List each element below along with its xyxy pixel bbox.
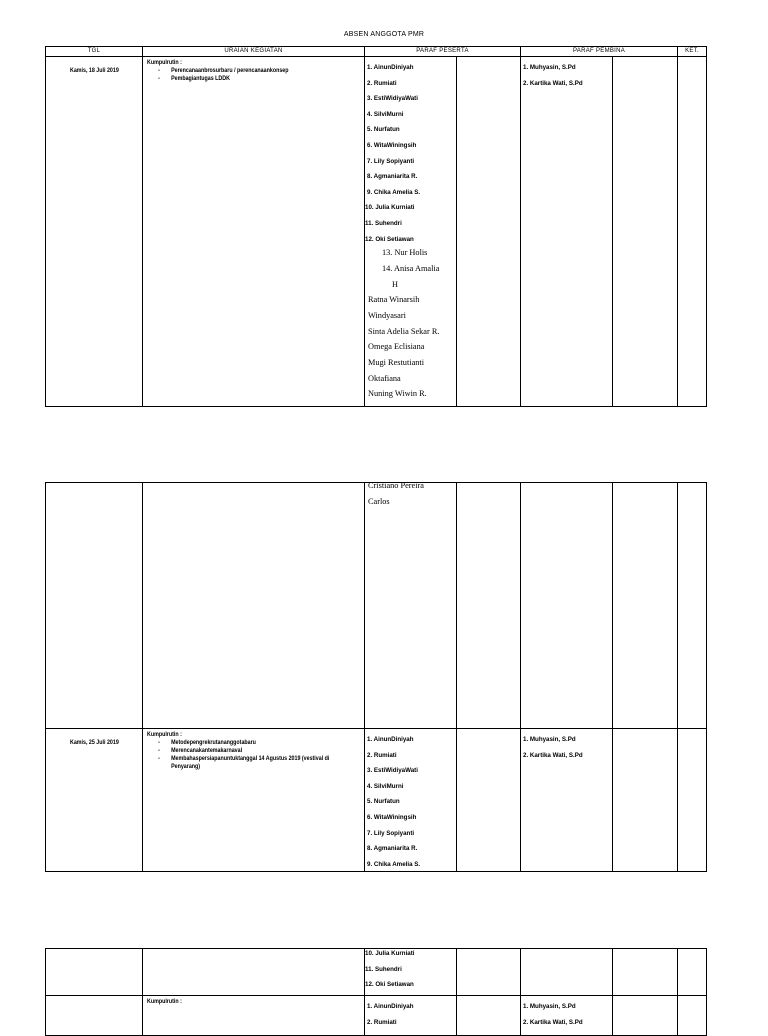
list-item: 1. AinunDiniyah <box>367 736 414 743</box>
list-item: 1. Muhyasin, S.Pd <box>523 64 576 71</box>
activity-title: Kumpulrutin : <box>147 998 182 1005</box>
list-item: 2. Rumiati <box>367 751 397 759</box>
ket-cell <box>678 949 707 996</box>
participant-list <box>365 59 456 246</box>
activity-cell <box>143 949 365 996</box>
header-row <box>46 47 707 57</box>
activity-title: Kumpulrutin : <box>147 59 182 66</box>
date-cell <box>46 996 143 1036</box>
list-item: - Metodepengrekrutananggotabaru <box>158 739 333 747</box>
list-item: 7. Lily Sopiyanti <box>367 829 415 837</box>
list-item: 1. AinunDiniyah <box>367 64 414 71</box>
list-item: 2. Rumiati <box>367 1018 397 1026</box>
header-paraf-pembina: PARAF PEMBINA <box>521 47 678 57</box>
activity-cell <box>143 729 365 872</box>
list-item: 13. Nur Holis <box>382 248 428 258</box>
date-cell <box>46 949 143 996</box>
list-item: Nuning Wiwin R. <box>368 389 427 399</box>
list-item: 1. Muhyasin, S.Pd <box>523 736 576 743</box>
list-item: 2. Kartika Wati, S.Pd <box>523 1018 583 1026</box>
activity-cell <box>143 996 365 1036</box>
list-item: Cristiano Pereira <box>368 481 424 490</box>
list-item: 2. Kartika Wati, S.Pd <box>523 79 583 87</box>
header-uraian: URAIAN KEGIATAN <box>143 47 365 57</box>
list-item: Sinta Adelia Sekar R. <box>368 326 440 336</box>
supervisor-cell <box>521 729 613 872</box>
participant-cell <box>365 57 457 407</box>
list-item: 9. Chika Amelia S. <box>367 188 421 196</box>
list-item: 1. AinunDiniyah <box>367 1003 414 1010</box>
header-tgl: TGL <box>46 47 143 57</box>
activity-cell <box>143 57 365 407</box>
date-cell <box>46 729 143 872</box>
list-item: 11. Suhendri <box>365 219 402 227</box>
attendance-table-page-2 <box>45 482 707 872</box>
list-item: 5. Nurfatun <box>367 798 400 806</box>
list-item: Carlos <box>368 496 390 506</box>
supervisor-signature-cell <box>613 729 678 872</box>
supervisor-cell <box>521 57 613 407</box>
supervisor-list <box>521 998 612 1029</box>
date-cell <box>46 483 143 729</box>
header-paraf-peserta: PARAF PESERTA <box>365 47 521 57</box>
ket-cell <box>678 996 707 1036</box>
list-item: - Membahaspersiapanuntuktanggal 14 Agustus 2019 (vestival di Penyarang) <box>158 755 333 771</box>
list-item: 4. SilviMurni <box>367 110 404 118</box>
participant-list-serif <box>365 479 456 510</box>
attendance-table-page-3 <box>45 948 707 1036</box>
list-item: H <box>392 279 398 289</box>
table-row <box>46 996 707 1036</box>
list-item: 14. Anisa Amalia <box>382 263 440 273</box>
list-item: 2. Rumiati <box>367 79 397 87</box>
ket-cell <box>678 57 707 407</box>
ket-cell <box>678 729 707 872</box>
list-item: 8. Agmaniarita R. <box>367 845 418 853</box>
table-row <box>46 57 707 407</box>
participant-list <box>365 731 456 871</box>
participant-signature-cell <box>457 729 521 872</box>
list-item: Omega Eclisiana <box>368 342 425 352</box>
list-item: 8. Agmaniarita R. <box>367 173 418 181</box>
activity-list <box>147 739 334 771</box>
list-item: 7. Lily Sopiyanti <box>367 157 415 165</box>
list-item: 6. WitaWiningsih <box>367 141 417 149</box>
table-row <box>46 949 707 996</box>
supervisor-signature-cell <box>613 483 678 729</box>
list-item: 5. Nurfatun <box>367 126 400 134</box>
participant-signature-cell <box>457 996 521 1036</box>
list-item: Oktafiana <box>368 373 401 383</box>
participant-cell <box>365 996 457 1036</box>
table-row <box>46 483 707 729</box>
list-item: 9. Chika Amelia S. <box>367 860 421 868</box>
supervisor-signature-cell <box>613 949 678 996</box>
attendance-table-page-1 <box>45 46 707 407</box>
date-text: Kamis, 18 Juli 2019 <box>69 67 119 74</box>
list-item: Mugi Restutianti <box>368 357 425 367</box>
list-item: 4. SilviMurni <box>367 782 404 790</box>
date-cell <box>46 57 143 407</box>
list-item: 3. EstiWidiyaWati <box>367 767 418 775</box>
supervisor-list <box>521 731 612 762</box>
list-item: 11. Suhendri <box>365 965 402 973</box>
participant-list <box>365 998 456 1029</box>
list-item: 1. Muhyasin, S.Pd <box>523 1003 576 1010</box>
participant-cell <box>365 729 457 872</box>
list-item: 10. Julia Kurniati <box>365 204 415 212</box>
participant-signature-cell <box>457 57 521 407</box>
ket-cell <box>678 483 707 729</box>
list-item: 6. WitaWiningsih <box>367 813 417 821</box>
list-item: 10. Julia Kurniati <box>365 950 415 957</box>
participant-list <box>365 945 456 992</box>
table-row <box>46 729 707 872</box>
list-item: - Perencanaanbrosurbaru / perencanaankonsep <box>158 67 333 75</box>
list-item: Windyasari <box>368 310 406 320</box>
list-item: 3. EstiWidiyaWati <box>367 95 418 103</box>
participant-cell <box>365 483 457 729</box>
supervisor-list <box>521 59 612 90</box>
activity-list <box>147 67 334 83</box>
supervisor-cell <box>521 483 613 729</box>
participant-signature-cell <box>457 949 521 996</box>
list-item: 2. Kartika Wati, S.Pd <box>523 751 583 759</box>
list-item: 12. Oki Setiawan <box>365 235 414 243</box>
participant-signature-cell <box>457 483 521 729</box>
supervisor-signature-cell <box>613 996 678 1036</box>
supervisor-signature-cell <box>613 57 678 407</box>
supervisor-cell <box>521 949 613 996</box>
list-item: Ratna Winarsih <box>368 295 420 305</box>
activity-cell <box>143 483 365 729</box>
participant-cell <box>365 949 457 996</box>
supervisor-cell <box>521 996 613 1036</box>
participant-list-serif <box>365 246 456 403</box>
list-item: - Pembagiantugas LDDK <box>158 75 333 83</box>
list-item: 12. Oki Setiawan <box>365 981 414 989</box>
list-item: - Merencanakantemakarnaval <box>158 747 333 755</box>
document-title: ABSEN ANGGOTA PMR <box>343 31 425 38</box>
date-text: Kamis, 25 Juli 2019 <box>69 739 119 746</box>
header-ket: KET. <box>678 47 707 57</box>
activity-title: Kumpulrutin : <box>147 731 182 738</box>
